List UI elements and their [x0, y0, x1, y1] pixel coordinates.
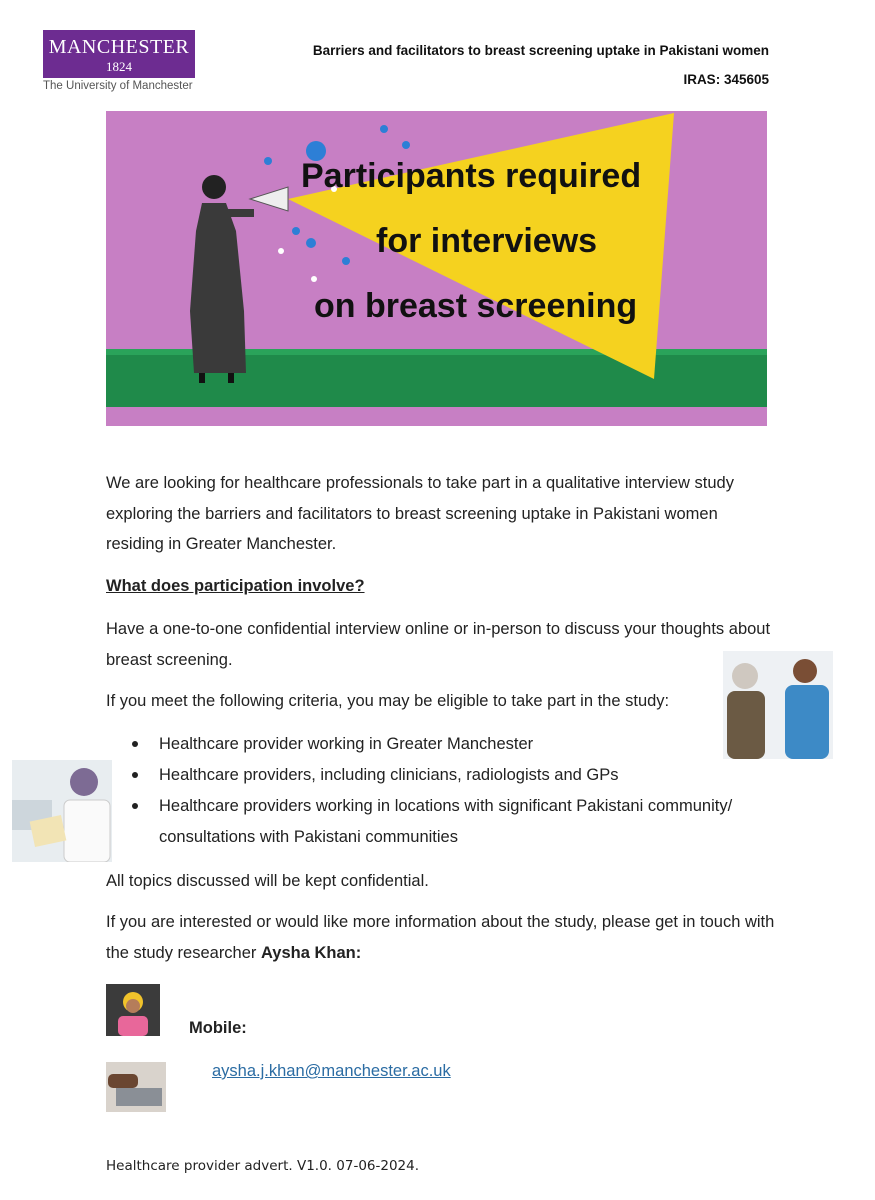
- researcher-photo: [106, 984, 160, 1036]
- logo-subtitle: The University of Manchester: [43, 80, 193, 92]
- list-item: Healthcare providers, including clinicians, radiologists and GPs: [106, 760, 786, 791]
- university-logo: [43, 30, 195, 78]
- banner-line-3: on breast screening: [314, 287, 638, 325]
- banner-image: [106, 111, 767, 426]
- intro-paragraph: We are looking for healthcare professionals to take part in a qualitative interview study exploring the barriers and facilitators to breast screening uptake in Pakistani women residing in Greater Manchester.: [106, 474, 734, 553]
- iras-number: IRAS: 345605: [683, 72, 769, 87]
- mobile-label: Mobile:: [189, 1019, 247, 1037]
- laptop-photo: [106, 1062, 166, 1112]
- banner-headline: [106, 111, 767, 426]
- researcher-name: Aysha Khan:: [261, 943, 362, 962]
- logo-year: 1824: [106, 59, 132, 74]
- banner-line-1: Participants required: [301, 157, 642, 195]
- document-title: Barriers and facilitators to breast screening uptake in Pakistani women: [312, 43, 769, 58]
- participation-text: Have a one-to-one confidential interview online or in-person to discuss your thoughts about breast screening.: [106, 620, 771, 669]
- confidential-note: All topics discussed will be kept confidential.: [106, 872, 429, 890]
- contact-paragraph: [106, 907, 776, 968]
- list-item: Healthcare provider working in Greater Manchester: [106, 729, 786, 760]
- criteria-intro: If you meet the following criteria, you may be eligible to take part in the study:: [106, 692, 670, 710]
- email-link[interactable]: aysha.j.khan@manchester.ac.uk: [212, 1062, 451, 1080]
- doctor-photo: [12, 760, 112, 862]
- participation-heading: What does participation involve?: [106, 577, 365, 595]
- logo-wordmark: MANCHESTER: [48, 36, 190, 58]
- footer-version: Healthcare provider advert. V1.0. 07-06-2024.: [106, 1158, 420, 1174]
- contact-text: If you are interested or would like more information about the study, please get in touch with the study researcher: [106, 913, 775, 962]
- nurse-patient-photo: [723, 651, 833, 759]
- criteria-list: [106, 729, 786, 853]
- banner-line-2: for interviews: [376, 222, 598, 260]
- list-item: Healthcare providers working in locations with significant Pakistani community/ consultations with Pakistani communities: [106, 791, 779, 853]
